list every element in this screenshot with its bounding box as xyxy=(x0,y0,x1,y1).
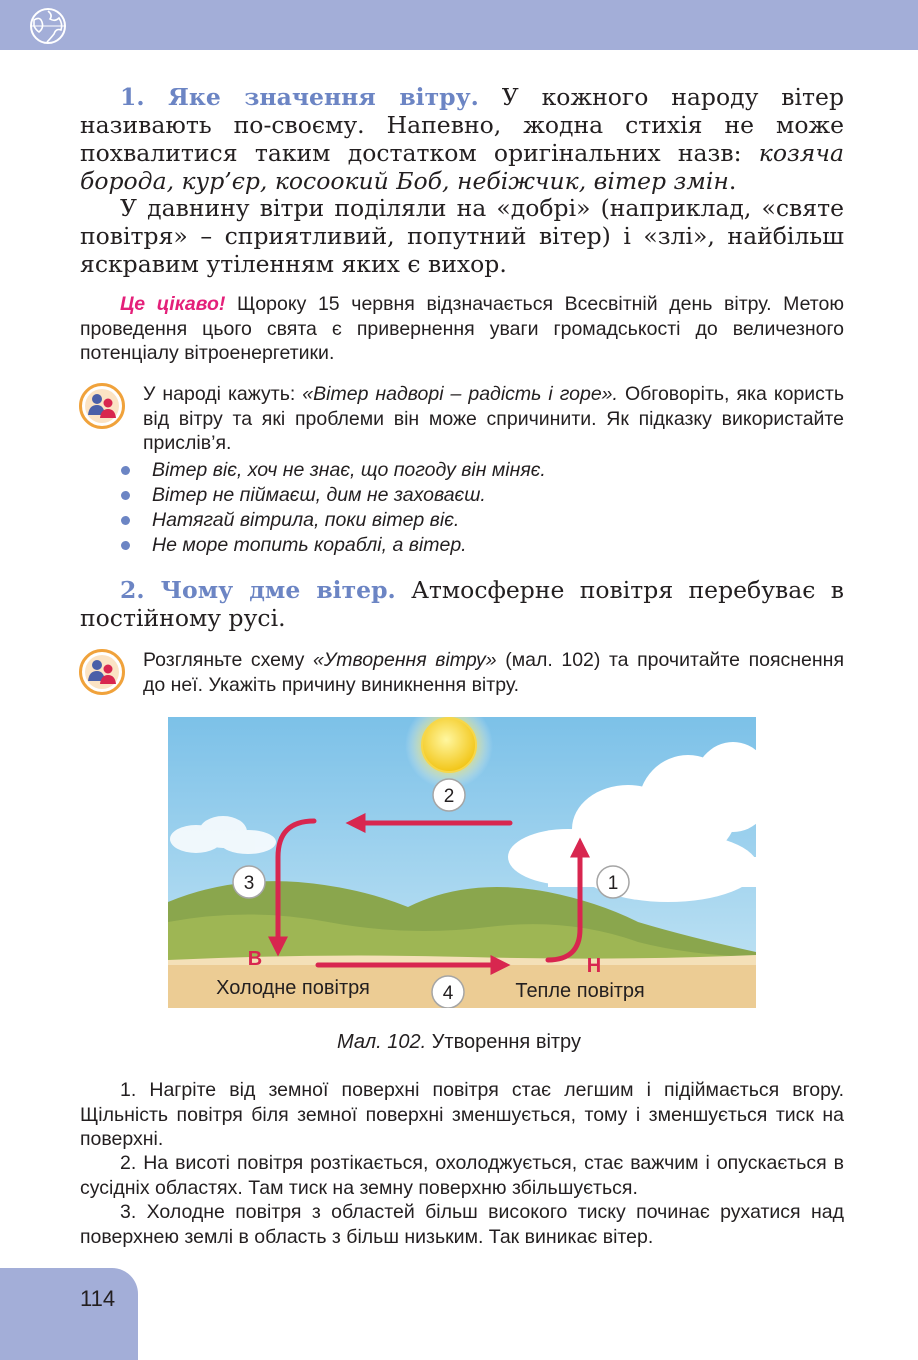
caption-text: Утворення вітру xyxy=(431,1031,581,1053)
list-item: Вітер віє, хоч не знає, що погоду він міняє. xyxy=(120,458,546,483)
task2-after: (мал. 102) та прочитайте пояснення до неї. Укажіть причину виникнення вітру. xyxy=(143,649,844,696)
task2-before: Розгляньте схему xyxy=(143,649,305,671)
proverbs-list xyxy=(120,458,546,558)
page-number: 114 xyxy=(80,1286,116,1311)
interesting-fact xyxy=(80,292,844,366)
task1-after: Обговоріть, яка користь від вітру та які проблеми він може спричинити. Як підказку використайте прислів’я. xyxy=(143,383,844,454)
label-2: 2 xyxy=(443,786,455,807)
globe-icon xyxy=(28,6,68,46)
figure-caption xyxy=(0,1031,918,1054)
sun-icon xyxy=(422,718,476,772)
section1-paragraph xyxy=(80,83,844,195)
list-item: Натягай вітрила, поки вітер віє. xyxy=(120,508,546,533)
task1-text xyxy=(143,382,844,456)
group-work-icon xyxy=(79,383,125,429)
section2-paragraph xyxy=(80,576,844,632)
section1-end: . xyxy=(728,167,737,195)
section1-paragraph-2: У давнину вітри поділяли на «добрі» (наприклад, «святе повітря» – сприятливий, попутний вітер) і «злі», найбільш яскравим утіленням яких є вихор. xyxy=(80,194,844,278)
explanation-3: 3. Холодне повітря з областей більш високого тиску починає рухатися над поверхнею землі в область з більш низьким. Так виникає вітер. xyxy=(80,1201,844,1248)
explanation-1: 1. Нагріте від земної поверхні повітря стає легшим і підіймається вгору. Щільність повітря біля земної поверхні зменшується, тому і зменшується тиск на поверхні. xyxy=(80,1079,844,1150)
low-pressure-label: Н xyxy=(586,955,602,977)
list-item: Вітер не піймаєш, дим не заховаєш. xyxy=(120,483,546,508)
label-4: 4 xyxy=(442,983,454,1004)
interesting-text: Щороку 15 червня відзначається Всесвітній день вітру. Метою проведення цього свята є привернення уваги громадськості до величезного потенціалу вітроенергетики. xyxy=(80,293,844,364)
wind-formation-diagram xyxy=(168,717,756,1008)
section1-text: У кожного народу вітер називають по-своєму. Напевно, жодна стихія не може похвалитися таким достатком оригінальних назв: xyxy=(80,83,844,167)
high-pressure-label: В xyxy=(247,948,263,970)
section2-heading: 2. Чому дме вітер. xyxy=(120,576,396,604)
wind-names: козяча борода, кур’єр, косоокий Боб, небіжчик, вітер змін xyxy=(80,139,844,195)
label-1: 1 xyxy=(607,873,619,894)
task2-text xyxy=(143,648,844,697)
explanation-2: 2. На висоті повітря розтікається, охолоджується, стає важчим і опускається в сусідніх областях. Там тиск на земну поверхню збільшується. xyxy=(80,1152,844,1199)
cold-air-label: Холодне повітря xyxy=(216,977,370,999)
task1-before: У народі кажуть: xyxy=(143,383,296,405)
caption-label: Мал. 102. xyxy=(337,1031,427,1053)
warm-air-label: Тепле повітря xyxy=(515,980,645,1002)
interesting-label: Це цікаво! xyxy=(120,293,226,315)
group-work-icon xyxy=(79,649,125,695)
list-item: Не море топить кораблі, а вітер. xyxy=(120,533,546,558)
header-bar xyxy=(0,0,918,50)
label-3: 3 xyxy=(243,873,255,894)
section2-text: Атмосферне повітря перебуває в постійному русі. xyxy=(80,576,845,632)
task2-title: «Утворення вітру» xyxy=(312,649,497,671)
section1-heading: 1. Яке значення вітру. xyxy=(120,83,479,111)
task1-quote: «Вітер надворі – радість і горе». xyxy=(302,383,618,405)
page-number-tab xyxy=(0,1268,138,1360)
